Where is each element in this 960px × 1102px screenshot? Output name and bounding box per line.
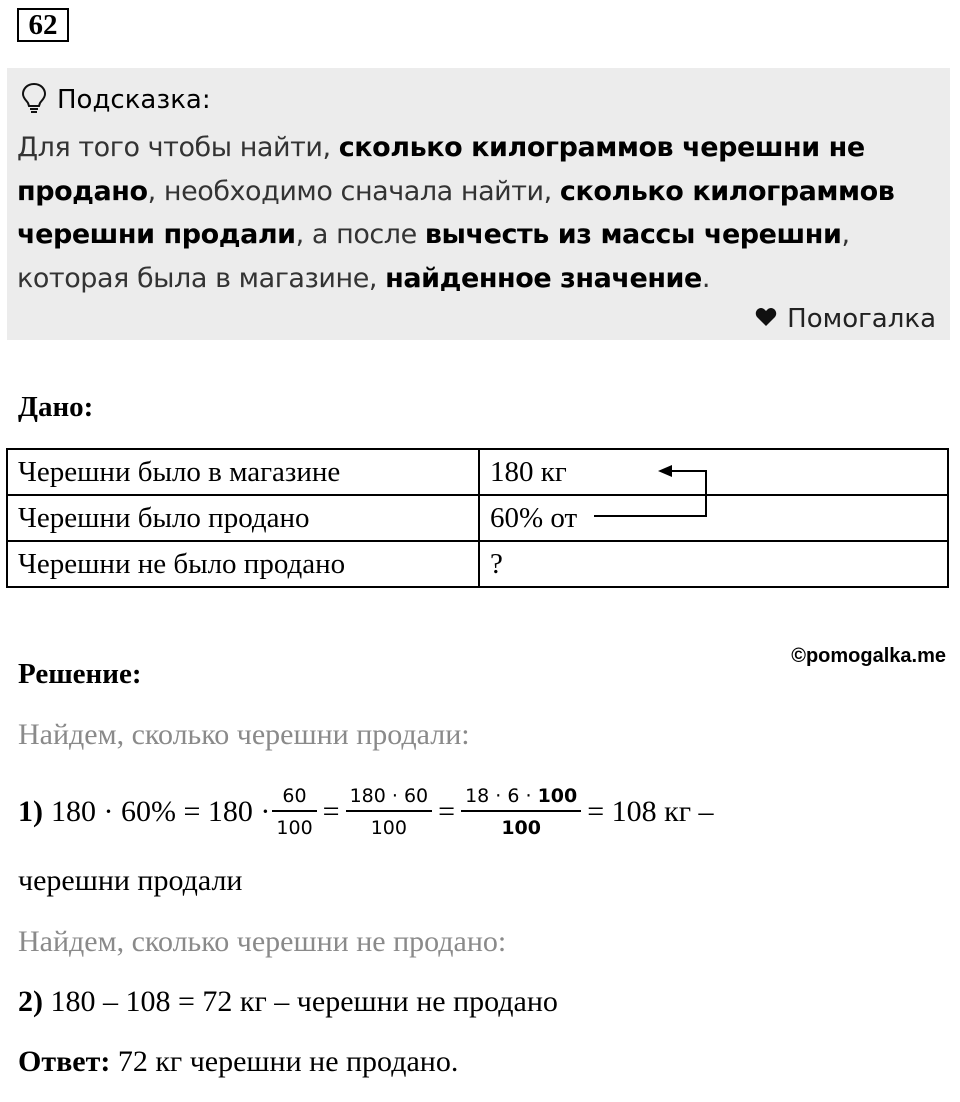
fraction-denominator: 100 [461,810,581,839]
heart-icon [755,304,787,334]
table-row [7,495,948,541]
fraction-numerator: 60 [282,785,307,807]
answer [18,1045,458,1079]
hint-segment: сколько килограммов черешни не продано [17,132,865,207]
step-number: 1) [18,795,43,828]
fraction-numerator: 18 · 6 · 100 [465,785,578,807]
fraction [348,785,431,839]
hint-title: Подсказка: [57,85,211,115]
hint-segment: вычесть из массы черешни [424,219,842,250]
hint-segment: сколько килограммов черешни продали [17,175,895,250]
equation-text: 180 – 108 = 72 кг – черешни не продано [43,985,558,1018]
solution-heading: Решение: [18,658,142,690]
answer-label: Ответ: [18,1045,111,1078]
table-cell: ? [479,541,948,587]
step-number: 2) [18,985,43,1018]
step1-equation: 1) 180 · 60% = 180 · $\frac{60}{100}$ = $\frac{180 \cdot 60}{100}$ = $\frac{18 \cdot 6 \cdot 100}{100}$ = 108 кг – [18,785,714,839]
step2-equation [18,985,558,1019]
table-cell: Черешни было в магазине [7,449,479,495]
signature-text: Помогалка [787,304,936,334]
copyright: ©pomogalka.me [791,645,946,667]
hint-box [7,68,950,340]
hint-segment: Для того чтобы найти, [17,132,339,163]
table-cell: 180 кг [479,449,948,495]
hint-segment: , а после [295,219,425,250]
hint-segment: , необходимо сначала найти, [147,175,560,207]
fraction-denominator: 100 [346,810,433,839]
equation-result: = 108 кг – [587,795,714,828]
table-cell: Черешни не было продано [7,541,479,587]
fraction [274,785,314,839]
equation-lhs: 180 · 60% = 180 · [51,795,271,828]
table-cell: 60% от [479,495,948,541]
hint-segment: найденное значение [385,262,702,294]
answer-text: 72 кг черешни не продано. [110,1045,459,1078]
hint-segment: , которая была в магазине, [17,219,850,294]
table-cell: Черешни было продано [7,495,479,541]
given-table [6,448,949,588]
fraction [463,785,579,839]
hint-text [17,126,937,300]
table-row [7,449,948,495]
task-number: 62 [17,8,69,42]
fraction-numerator: 180 · 60 [349,785,429,807]
fraction-denominator: 100 [272,810,316,839]
hint-signature [755,304,936,334]
table-row [7,541,948,587]
step1-intro: Найдем, сколько черешни продали: [18,718,470,751]
hint-segment: . [701,262,710,294]
lightbulb-icon [19,82,49,118]
hint-header [19,82,211,118]
step1-continuation: черешни продали [18,864,243,897]
given-heading: Дано: [18,391,94,423]
step2-intro: Найдем, сколько черешни не продано: [18,925,507,958]
